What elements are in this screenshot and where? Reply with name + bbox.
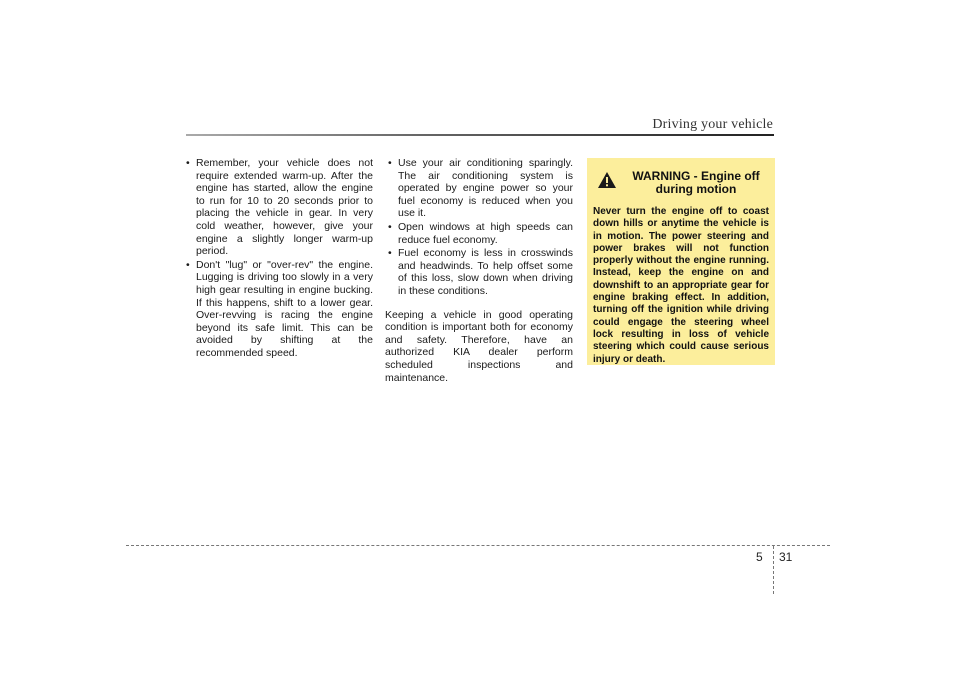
page-number: 31 bbox=[779, 550, 793, 564]
warning-triangle-icon bbox=[597, 171, 617, 189]
footer-divider bbox=[773, 546, 774, 594]
warning-body: Never turn the engine off to coast down hills or anytime the vehicle is in motion. The power steering and power brakes will not function properly without the engine running. Instead, keep the engine on and downshift to an appropriate gear for engine braking effect. In addition, turning off the ignition while driving could engage the steering wheel lock resulting in loss of vehicle steering which could cause serious injury or death. bbox=[593, 206, 769, 365]
list-item: • Use your air conditioning sparingly. The air conditioning system is operated by engine power so your fuel economy is reduced when you use it. bbox=[385, 157, 573, 220]
list-item: • Remember, your vehicle does not require extended warm-up. After the engine has started, allow the engine to run for 10 to 20 seconds prior to placing the vehicle in gear. In very cold weather, however, give your engine a slightly longer warm-up period. bbox=[183, 157, 373, 258]
section-number: 5 bbox=[756, 550, 763, 564]
bullet-list-middle bbox=[385, 157, 573, 298]
list-item: • Don't "lug" or "over-rev" the engine. Lugging is driving too slowly in a very high gear resulting in engine bucking. If this happens, shift to a lower gear. Over-revving is racing the engine beyond its safe limit. This can be avoided by shifting at the recommended speed. bbox=[183, 259, 373, 360]
footer-rule bbox=[126, 545, 830, 546]
warning-header bbox=[597, 170, 769, 196]
bullet-list-left bbox=[183, 157, 373, 360]
list-item: • Fuel economy is less in crosswinds and headwinds. To help offset some of this loss, slow down when driving in these conditions. bbox=[385, 247, 573, 297]
warning-box bbox=[587, 158, 775, 365]
header-title: Driving your vehicle bbox=[652, 117, 773, 132]
list-item: • Open windows at high speeds can reduce fuel economy. bbox=[385, 221, 573, 246]
header-rule bbox=[186, 134, 774, 136]
column-left bbox=[183, 157, 373, 361]
warning-title: WARNING - Engine off during motion bbox=[632, 169, 760, 196]
maintenance-paragraph: Keeping a vehicle in good operating condition is important both for economy and safety. Therefore, have an authorized KIA dealer perform scheduled inspections and maintenance. bbox=[385, 308, 573, 384]
column-middle bbox=[385, 157, 573, 384]
